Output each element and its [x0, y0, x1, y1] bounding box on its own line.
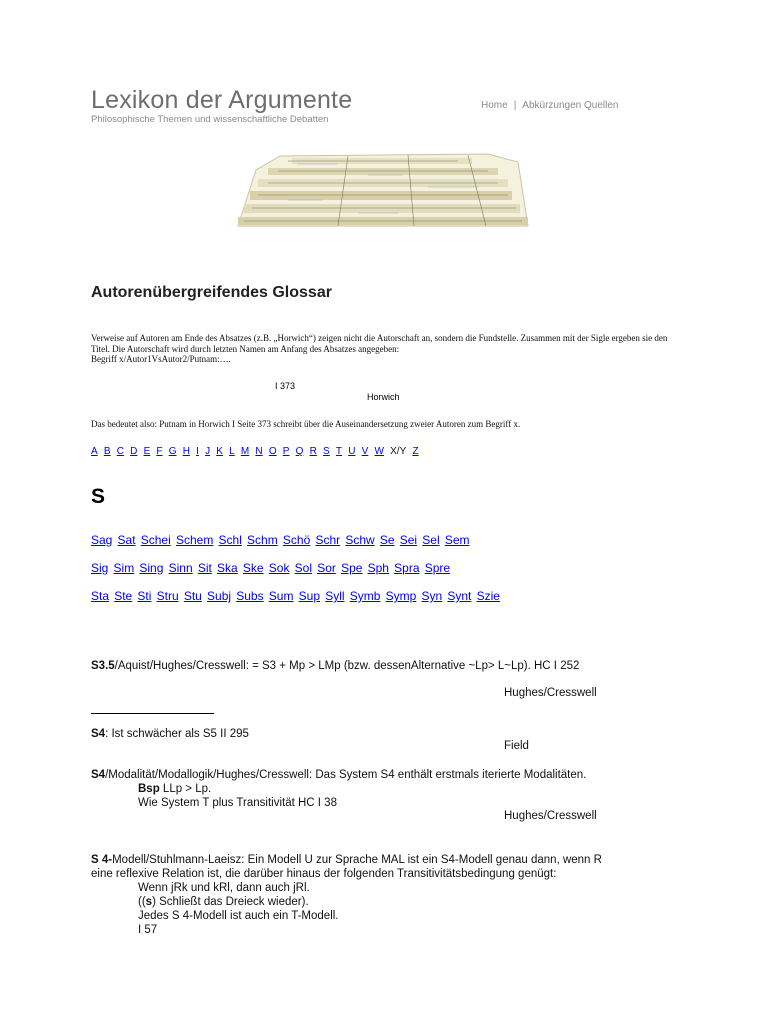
index-link-sph[interactable]: Sph	[367, 561, 389, 575]
nav-sources-link[interactable]: Quellen	[584, 100, 619, 111]
alphabet-link-q[interactable]: Q	[295, 446, 304, 457]
index-link-sol[interactable]: Sol	[294, 561, 312, 575]
entry-s4-modality	[91, 768, 586, 782]
index-link-sinn[interactable]: Sinn	[168, 561, 193, 575]
nav-abbreviations-link[interactable]: Abkürzungen	[522, 100, 582, 111]
entry-line: Wenn jRk und kRl, dann auch jRl.	[138, 882, 310, 894]
entry-line-bold: s	[145, 896, 153, 908]
alphabet-link-z[interactable]: Z	[412, 446, 419, 457]
index-link-symp[interactable]: Symp	[385, 589, 417, 603]
index-link-schw[interactable]: Schw	[345, 533, 375, 547]
index-row-2	[91, 561, 455, 575]
alphabet-link-n[interactable]: N	[255, 446, 263, 457]
alphabet-link-w[interactable]: W	[374, 446, 384, 457]
index-link-sok[interactable]: Sok	[268, 561, 290, 575]
entry-term: S 4-	[91, 854, 113, 866]
entry-example	[138, 782, 211, 796]
alphabet-link-v[interactable]: V	[361, 446, 369, 457]
index-link-spre[interactable]: Spre	[424, 561, 451, 575]
nav-separator: |	[513, 100, 517, 111]
index-link-sat[interactable]: Sat	[117, 533, 136, 547]
alphabet-link-a[interactable]: A	[91, 446, 98, 457]
banner-graphic	[238, 154, 528, 226]
entry-text: /Modalität/Modallogik/Hughes/Cresswell: Das System S4 enthält erstmals iterierte Modalitäten.	[105, 769, 587, 781]
alphabet-link-d[interactable]: D	[130, 446, 138, 457]
alphabet-link-p[interactable]: P	[282, 446, 290, 457]
index-link-sel[interactable]: Sel	[422, 533, 440, 547]
entry-line: I 57	[138, 924, 158, 936]
entry-term: S4	[91, 728, 106, 740]
index-link-schem[interactable]: Schem	[175, 533, 214, 547]
entry-s4	[91, 727, 249, 741]
entry-author: Field	[504, 740, 529, 752]
site-title[interactable]: Lexikon der Argumente	[91, 86, 353, 114]
entry-s4-model	[91, 853, 602, 867]
index-link-sei[interactable]: Sei	[399, 533, 418, 547]
example-reference: I 373	[275, 381, 296, 391]
index-link-szie[interactable]: Szie	[476, 589, 500, 603]
index-link-ske[interactable]: Ske	[242, 561, 264, 575]
intro-paragraph: Verweise auf Autoren am Ende des Absatzes (z.B. „Horwich“) zeigen nicht die Autorschaft an, sondern die Fundstelle. Zusammen mit der Sigle ergeben sie den Titel. Die Autorschaft wird durch letzten Namen am Anfang des Absatzes angegeben:	[91, 333, 668, 354]
index-link-sit[interactable]: Sit	[197, 561, 212, 575]
entry-author: Hughes/Cresswell	[504, 810, 597, 822]
entry-line: Wie System T plus Transitivität HC I 38	[138, 797, 337, 809]
example-author: Horwich	[367, 392, 400, 402]
entry-line-post: ) Schließt das Dreieck wieder).	[152, 896, 309, 908]
index-link-schö[interactable]: Schö	[282, 533, 311, 547]
index-link-sor[interactable]: Sor	[317, 561, 336, 575]
section-letter: S	[91, 485, 106, 508]
alphabet-link-l[interactable]: L	[229, 446, 235, 457]
alphabet-link-h[interactable]: H	[182, 446, 190, 457]
example-label: Bsp	[138, 783, 160, 795]
index-link-se[interactable]: Se	[379, 533, 395, 547]
index-link-ska[interactable]: Ska	[217, 561, 238, 575]
intro-formula: Begriff x/Autor1VsAutor2/Putnam:….	[91, 354, 231, 364]
index-link-schr[interactable]: Schr	[315, 533, 341, 547]
index-link-subs[interactable]: Subs	[236, 589, 264, 603]
index-link-sig[interactable]: Sig	[91, 561, 109, 575]
alphabet-link-r[interactable]: R	[309, 446, 317, 457]
example-text: LLp > Lp.	[159, 783, 212, 795]
meaning-text: Das bedeutet also: Putnam in Horwich I Seite 373 schreibt über die Auseinandersetzung zweier Autoren zum Begriff x.	[91, 419, 521, 429]
index-link-stru[interactable]: Stru	[156, 589, 179, 603]
index-link-sim[interactable]: Sim	[113, 561, 135, 575]
entry-text: : Ist schwächer als S5 II 295	[105, 728, 249, 740]
index-link-stu[interactable]: Stu	[183, 589, 202, 603]
index-link-sti[interactable]: Sti	[137, 589, 152, 603]
alphabet-link-c[interactable]: C	[116, 446, 124, 457]
entry-author: Hughes/Cresswell	[504, 687, 597, 699]
alphabet-link-s[interactable]: S	[323, 446, 330, 457]
index-link-sta[interactable]: Sta	[91, 589, 110, 603]
index-link-schl[interactable]: Schl	[218, 533, 242, 547]
index-link-subj[interactable]: Subj	[207, 589, 232, 603]
banner-image	[228, 152, 546, 228]
alphabet-link-o[interactable]: O	[268, 446, 277, 457]
index-link-sum[interactable]: Sum	[268, 589, 294, 603]
index-link-syn[interactable]: Syn	[421, 589, 443, 603]
index-link-sem[interactable]: Sem	[444, 533, 470, 547]
index-row-1	[91, 533, 475, 547]
nav-home-link[interactable]: Home	[481, 100, 508, 111]
entry-line-pre: ((	[138, 896, 146, 908]
index-link-sag[interactable]: Sag	[91, 533, 113, 547]
entry-text: /Aquist/Hughes/Cresswell: = S3 + Mp > LMp (bzw. dessenAlternative ~Lp> L~Lp). HC I 252	[114, 660, 580, 672]
site-subtitle: Philosophische Themen und wissenschaftliche Debatten	[91, 114, 329, 125]
alphabet-link-i[interactable]: I	[196, 446, 199, 457]
separator-rule	[91, 713, 214, 714]
alphabet-link-f[interactable]: F	[156, 446, 163, 457]
intro-text	[91, 333, 671, 365]
alphabet-current-xy: X/Y	[390, 446, 407, 457]
index-link-spra[interactable]: Spra	[394, 561, 420, 575]
alphabet-link-k[interactable]: K	[216, 446, 223, 457]
alphabet-link-e[interactable]: E	[143, 446, 151, 457]
index-link-symb[interactable]: Symb	[349, 589, 381, 603]
entry-line: Jedes S 4-Modell ist auch ein T-Modell.	[138, 910, 339, 922]
alphabet-nav	[91, 446, 425, 457]
index-link-spe[interactable]: Spe	[341, 561, 363, 575]
alphabet-link-g[interactable]: G	[168, 446, 177, 457]
alphabet-link-t[interactable]: T	[335, 446, 343, 457]
index-link-synt[interactable]: Synt	[447, 589, 472, 603]
entry-line: eine reflexive Relation ist, die darüber hinaus der folgenden Transitivitätsbedingung genügt:	[91, 868, 557, 880]
index-link-schei[interactable]: Schei	[140, 533, 171, 547]
index-link-sup[interactable]: Sup	[298, 589, 321, 603]
entry-line	[138, 895, 309, 909]
alphabet-link-u[interactable]: U	[348, 446, 356, 457]
alphabet-link-j[interactable]: J	[205, 446, 211, 457]
entry-term: S3.5	[91, 660, 115, 672]
index-link-syll[interactable]: Syll	[325, 589, 345, 603]
entry-term: S4	[91, 769, 106, 781]
page-title: Autorenübergreifendes Glossar	[91, 284, 332, 301]
alphabet-link-m[interactable]: M	[240, 446, 250, 457]
alphabet-link-b[interactable]: B	[103, 446, 111, 457]
index-link-sing[interactable]: Sing	[139, 561, 164, 575]
index-link-schm[interactable]: Schm	[247, 533, 278, 547]
entry-text: Modell/Stuhlmann-Laeisz: Ein Modell U zur Sprache MAL ist ein S4-Modell genau dann, wenn R	[112, 854, 602, 866]
index-row-3	[91, 589, 505, 603]
entry-s3-5	[91, 659, 579, 673]
top-nav	[481, 100, 618, 111]
index-link-ste[interactable]: Ste	[114, 589, 133, 603]
